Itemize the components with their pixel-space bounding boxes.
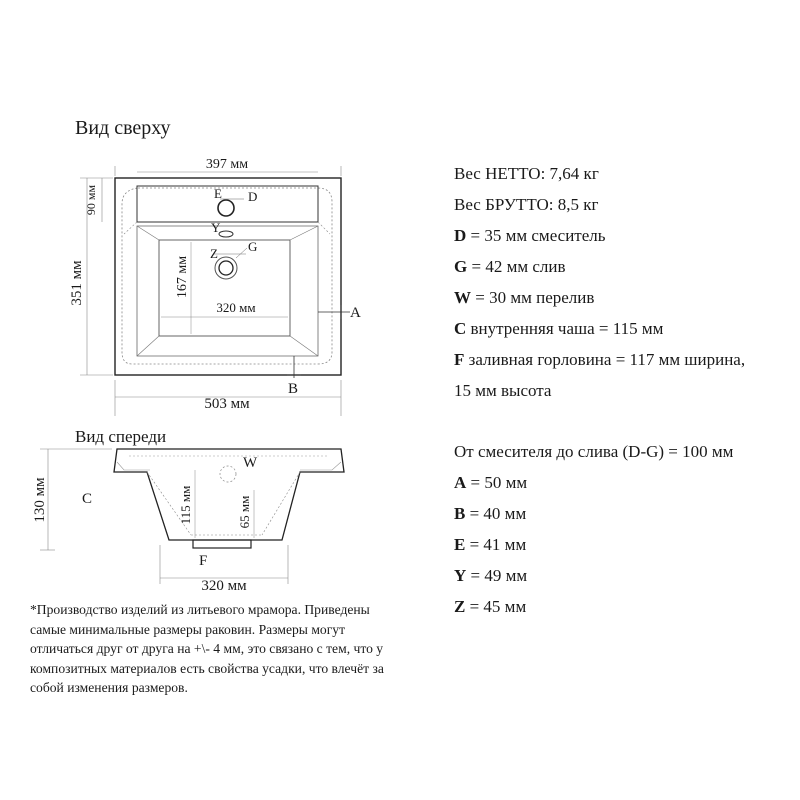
specifications-panel [454,0,800,800]
note-line: композитных материалов есть свойства усадки, что влечёт за [30,660,384,676]
label-Y: Y [211,220,221,235]
dim-overflow: 65 мм [237,495,252,529]
note-line: *Производство изделий из литьевого мрамора. Приведены [30,602,370,617]
dim-A: A = 50 мм [454,473,528,492]
spec-C: C внутренняя чаша = 115 мм [454,319,664,338]
weight-net: Вес НЕТТО: 7,64 кг [454,164,599,183]
dim-height: 130 мм [32,477,48,523]
overflow-slot [219,231,233,237]
front-outer-body [114,449,344,540]
spec-W: W = 30 мм перелив [454,288,595,307]
spec-D: D = 35 мм смеситель [454,226,606,245]
front-view-title: Вид спереди [75,427,167,446]
label-W: W [243,455,258,471]
label-C: C [82,491,93,507]
label-F: F [199,553,208,569]
spec-distance: От смесителя до слива (D-G) = 100 мм [454,442,734,461]
label-G: G [248,239,258,254]
note-line: собой изменения размеров. [30,680,188,695]
label-B: B [288,381,299,397]
note-line: самые минимальные размеры раковин. Размеры могут [30,621,346,637]
dim-E: E = 41 мм [454,535,527,554]
dim-deck: 90 мм [84,184,98,216]
label-E: E [214,186,222,201]
drain-hole-outer [215,257,237,279]
dim-Y: Y = 49 мм [454,566,528,585]
label-Z: Z [210,246,218,261]
spec-G: G = 42 мм слив [454,257,566,276]
production-note [30,600,470,698]
basin-rim-dashed [122,188,332,364]
drain-neck [193,540,251,548]
dim-bottom-width: 320 мм [201,578,247,594]
dim-bowl-depth: 167 мм [175,255,190,299]
dim-B: B = 40 мм [454,504,527,523]
label-D: D [248,189,258,204]
label-A: A [350,305,361,321]
dim-bowl-inner: 115 мм [178,485,193,525]
dim-outer-width: 503 мм [204,396,250,412]
spec-F: F заливная горловина = 117 мм ширина, [454,350,746,369]
drain-hole-inner [219,261,233,275]
weight-gross: Вес БРУТТО: 8,5 кг [454,195,599,214]
dim-depth: 351 мм [69,260,85,306]
top-view-title: Вид сверху [75,117,171,139]
dim-top-width: 397 мм [205,157,249,172]
front-overflow [220,466,236,482]
dim-bowl-width: 320 мм [216,300,256,315]
note-line: отличаться друг от друга на +\- 4 мм, это связано с тем, что у [30,641,384,656]
spec-F-continued: 15 мм высота [454,381,552,400]
tap-hole [218,200,234,216]
dim-Z: Z = 45 мм [454,597,527,616]
